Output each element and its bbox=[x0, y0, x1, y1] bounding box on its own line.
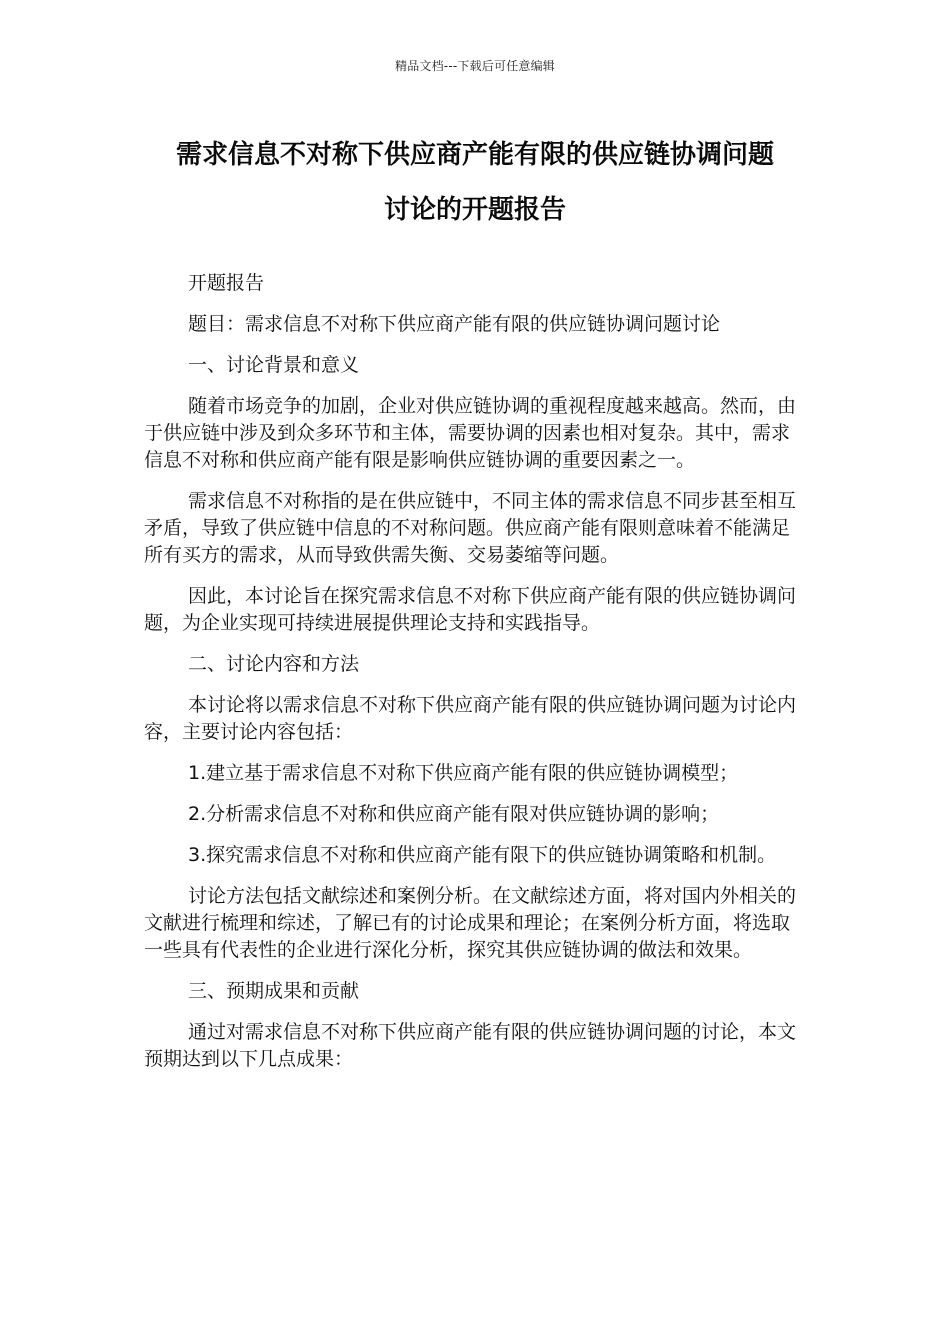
paragraph-background-3: 因此，本讨论旨在探究需求信息不对称下供应商产能有限的供应链协调问题，为企业实现可持续进展提供理论支持和实践指导。 bbox=[144, 585, 797, 634]
paragraph-content-intro: 本讨论将以需求信息不对称下供应商产能有限的供应链协调问题为讨论内容，主要讨论内容包括： bbox=[144, 694, 797, 743]
document-title-line-1: 需求信息不对称下供应商产能有限的供应链协调问题 bbox=[175, 140, 774, 170]
paragraph-background-1: 随着市场竞争的加剧，企业对供应链协调的重视程度越来越高。然而，由于供应链中涉及到众多环节和主体，需要协调的因素也相对复杂。其中，需求信息不对称和供应商产能有限是影响供应链协调的重要因素之一。 bbox=[144, 395, 797, 471]
paragraph-method: 讨论方法包括文献综述和案例分析。在文献综述方面，将对国内外相关的文献进行梳理和综述，了解已有的讨论成果和理论；在案例分析方面，将选取一些具有代表性的企业进行深化分析，探究其供应链协调的做法和效果。 bbox=[144, 885, 797, 961]
document-title-line-2: 讨论的开题报告 bbox=[383, 195, 566, 225]
list-item-1: 1.建立基于需求信息不对称下供应商产能有限的供应链协调模型； bbox=[188, 762, 739, 784]
section-heading-expected-results: 三、预期成果和贡献 bbox=[188, 980, 360, 1002]
section-heading-content-method: 二、讨论内容和方法 bbox=[188, 653, 360, 675]
section-heading-background: 一、讨论背景和意义 bbox=[188, 354, 360, 376]
paragraph-expected-results: 通过对需求信息不对称下供应商产能有限的供应链协调问题的讨论，本文预期达到以下几点成果： bbox=[144, 1021, 797, 1070]
list-item-3: 3.探究需求信息不对称和供应商产能有限下的供应链协调策略和机制。 bbox=[188, 844, 777, 866]
header-note: 精品文档---下载后可任意编辑 bbox=[395, 59, 555, 73]
list-item-2: 2.分析需求信息不对称和供应商产能有限对供应链协调的影响； bbox=[188, 803, 720, 825]
section-label-report: 开题报告 bbox=[188, 272, 265, 294]
paragraph-background-2: 需求信息不对称指的是在供应链中，不同主体的需求信息不同步甚至相互矛盾，导致了供应链中信息的不对称问题。供应商产能有限则意味着不能满足所有买方的需求，从而导致供需失衡、交易萎缩等问题。 bbox=[144, 490, 797, 566]
topic-line: 题目：需求信息不对称下供应商产能有限的供应链协调问题讨论 bbox=[188, 313, 721, 335]
document-body bbox=[144, 270, 804, 1087]
